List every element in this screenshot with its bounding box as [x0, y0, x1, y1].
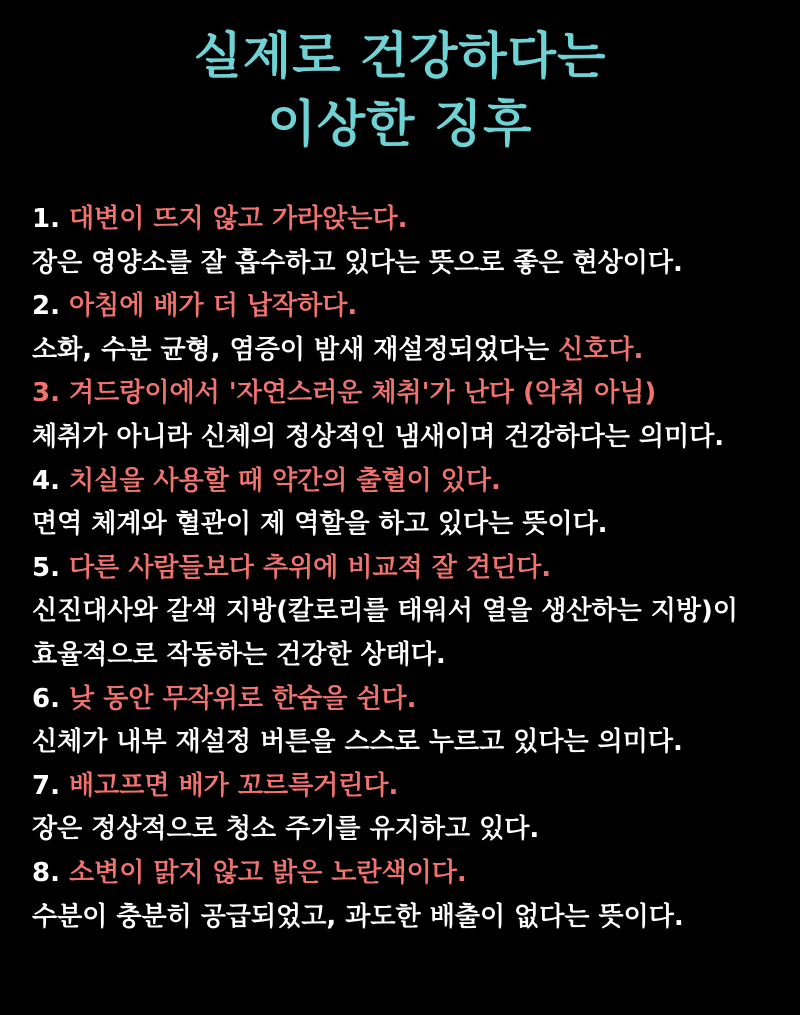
item-5-heading	[32, 547, 788, 591]
item-number: 5.	[32, 552, 60, 583]
item-7-body: 장은 정상적으로 청소 주기를 유지하고 있다.	[32, 814, 540, 845]
item-5-body-line-2: 효율적으로 작동하는 건강한 상태다.	[32, 639, 446, 670]
item-2-heading	[32, 285, 788, 329]
item-2-body	[32, 329, 788, 373]
item-heading: 아침에 배가 더 납작하다.	[69, 291, 358, 322]
item-3-heading	[32, 372, 788, 416]
item-heading: 대변이 뜨지 않고 가라앉는다.	[69, 204, 408, 234]
item-heading: 겨드랑이에서 '자연스러운 체취'가 난다 (악취 아님)	[69, 378, 657, 409]
item-4-heading	[32, 460, 788, 504]
item-6-body: 신체가 내부 재설정 버튼을 스스로 누르고 있다는 의미다.	[32, 727, 683, 758]
item-number: 3.	[32, 378, 60, 409]
item-3-body: 체취가 아니라 신체의 정상적인 냄새이며 건강하다는 의미다.	[32, 421, 725, 452]
sign-list	[32, 198, 788, 939]
item-8-heading	[32, 852, 788, 896]
item-6-heading	[32, 678, 788, 722]
item-number: 4.	[32, 465, 60, 496]
item-number: 2.	[32, 291, 60, 322]
title-line-2: 이상한 징후	[267, 95, 533, 153]
item-body-text: 소화, 수분 균형, 염증이 밤새 재설정되었다는	[32, 334, 559, 365]
item-heading: 배고프면 배가 꼬르륵거린다.	[69, 770, 399, 801]
item-heading: 치실을 사용할 때 약간의 출혈이 있다.	[69, 465, 501, 496]
item-1-heading	[32, 198, 788, 242]
item-8-body: 수분이 충분히 공급되었고, 과도한 배출이 없다는 뜻이다.	[32, 901, 684, 932]
item-heading: 다른 사람들보다 추위에 비교적 잘 견딘다.	[69, 552, 552, 583]
item-body-highlight: 신호다.	[558, 334, 644, 365]
item-4-body: 면역 체계와 혈관이 제 역할을 하고 있다는 뜻이다.	[32, 509, 608, 540]
page-title	[0, 22, 800, 158]
title-line-1: 실제로 건강하다는	[193, 27, 607, 85]
item-heading: 소변이 맑지 않고 밝은 노란색이다.	[69, 857, 467, 888]
item-7-heading	[32, 765, 788, 809]
item-number: 8.	[32, 857, 60, 888]
item-number: 6.	[32, 683, 60, 714]
item-number: 1.	[32, 204, 60, 234]
item-1-body: 장은 영양소를 잘 흡수하고 있다는 뜻으로 좋은 현상이다.	[32, 247, 683, 278]
item-5-body-line-1: 신진대사와 갈색 지방(칼로리를 태워서 열을 생산하는 지방)이	[32, 596, 738, 627]
item-heading: 낮 동안 무작위로 한숨을 쉰다.	[69, 683, 417, 714]
item-number: 7.	[32, 770, 60, 801]
